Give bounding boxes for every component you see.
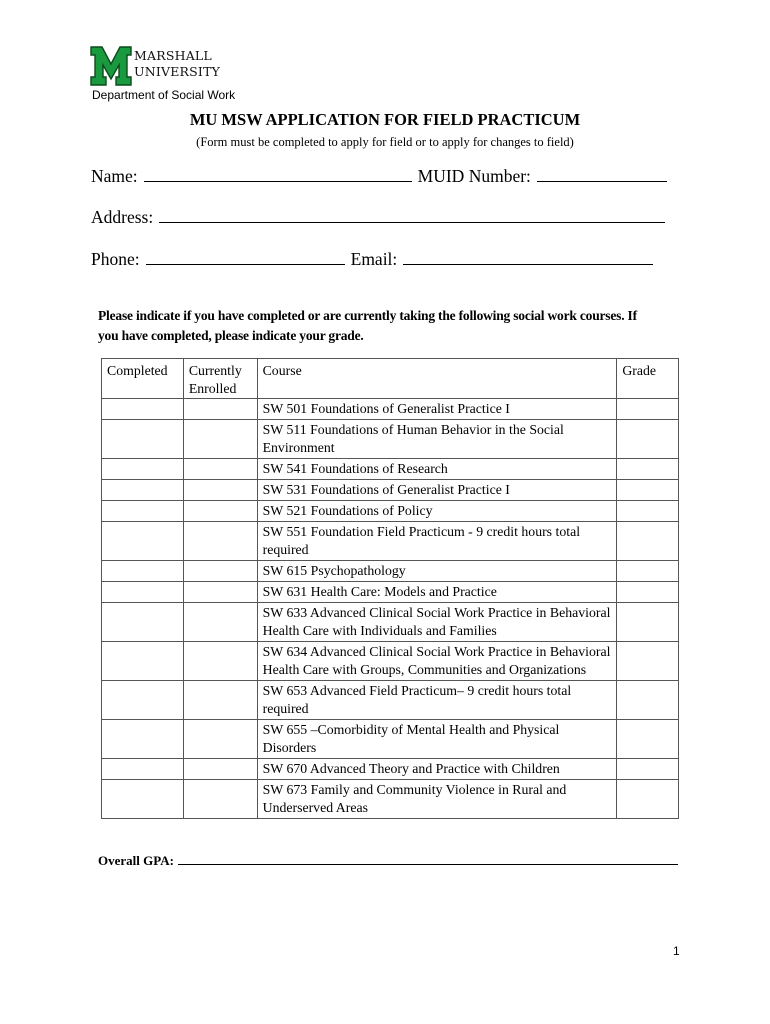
grade-cell[interactable] xyxy=(617,642,679,681)
course-name: SW 653 Advanced Field Practicum– 9 credit hours total required xyxy=(257,681,617,720)
completed-cell[interactable] xyxy=(102,759,184,780)
phone-label: Phone: xyxy=(91,249,140,269)
muid-field[interactable] xyxy=(537,167,667,182)
table-row xyxy=(102,480,679,501)
currently-enrolled-cell[interactable] xyxy=(183,522,257,561)
course-name: SW 631 Health Care: Models and Practice xyxy=(257,582,617,603)
email-field[interactable] xyxy=(403,250,653,265)
completed-cell[interactable] xyxy=(102,480,184,501)
table-row xyxy=(102,399,679,420)
page-title: MU MSW APPLICATION FOR FIELD PRACTICUM xyxy=(189,110,581,129)
currently-enrolled-cell[interactable] xyxy=(183,480,257,501)
table-row xyxy=(102,459,679,480)
table-row xyxy=(102,681,679,720)
logo-text-marshall: MARSHALL xyxy=(134,48,212,63)
courses-table xyxy=(101,358,679,819)
course-name: SW 501 Foundations of Generalist Practice I xyxy=(257,399,617,420)
address-row xyxy=(91,207,671,228)
table-row xyxy=(102,561,679,582)
grade-cell[interactable] xyxy=(617,582,679,603)
phone-field[interactable] xyxy=(146,250,345,265)
grade-cell[interactable] xyxy=(617,759,679,780)
grade-cell[interactable] xyxy=(617,603,679,642)
completed-cell[interactable] xyxy=(102,501,184,522)
currently-enrolled-cell[interactable] xyxy=(183,681,257,720)
grade-cell[interactable] xyxy=(617,501,679,522)
grade-cell[interactable] xyxy=(617,522,679,561)
currently-enrolled-cell[interactable] xyxy=(183,420,257,459)
header-course: Course xyxy=(257,359,617,399)
name-field[interactable] xyxy=(144,167,412,182)
name-muid-row xyxy=(91,166,673,187)
logo-text-university: UNIVERSITY xyxy=(134,64,221,79)
course-name: SW 670 Advanced Theory and Practice with Children xyxy=(257,759,617,780)
currently-enrolled-cell[interactable] xyxy=(183,720,257,759)
table-row xyxy=(102,501,679,522)
grade-cell[interactable] xyxy=(617,480,679,501)
currently-enrolled-cell[interactable] xyxy=(183,642,257,681)
table-row xyxy=(102,603,679,642)
muid-label: MUID Number: xyxy=(417,166,531,186)
page-subtitle: (Form must be completed to apply for field or to apply for changes to field) xyxy=(196,135,574,149)
instructions-text: Please indicate if you have completed or are currently taking the following social work courses. If you have completed, please indicate your grade. xyxy=(98,308,637,343)
completed-cell[interactable] xyxy=(102,720,184,759)
completed-cell[interactable] xyxy=(102,420,184,459)
grade-cell[interactable] xyxy=(617,561,679,582)
table-row xyxy=(102,522,679,561)
course-name: SW 541 Foundations of Research xyxy=(257,459,617,480)
gpa-row xyxy=(98,850,678,869)
courses-table-body xyxy=(102,399,679,819)
table-row xyxy=(102,582,679,603)
currently-enrolled-cell[interactable] xyxy=(183,399,257,420)
grade-cell[interactable] xyxy=(617,780,679,819)
grade-cell[interactable] xyxy=(617,459,679,480)
marshall-logo xyxy=(90,46,230,88)
completed-cell[interactable] xyxy=(102,642,184,681)
m-logo-icon xyxy=(90,46,132,86)
table-row xyxy=(102,780,679,819)
gpa-field[interactable] xyxy=(178,850,678,865)
currently-enrolled-cell[interactable] xyxy=(183,561,257,582)
header-completed: Completed xyxy=(102,359,184,399)
grade-cell[interactable] xyxy=(617,420,679,459)
table-row xyxy=(102,420,679,459)
completed-cell[interactable] xyxy=(102,681,184,720)
department-name: Department of Social Work xyxy=(92,88,236,102)
currently-enrolled-cell[interactable] xyxy=(183,501,257,522)
table-header-row xyxy=(102,359,679,399)
table-row xyxy=(102,720,679,759)
course-name: SW 521 Foundations of Policy xyxy=(257,501,617,522)
table-row xyxy=(102,642,679,681)
completed-cell[interactable] xyxy=(102,522,184,561)
completed-cell[interactable] xyxy=(102,399,184,420)
currently-enrolled-cell[interactable] xyxy=(183,780,257,819)
address-field[interactable] xyxy=(159,208,665,223)
course-name: SW 615 Psychopathology xyxy=(257,561,617,582)
currently-enrolled-cell[interactable] xyxy=(183,603,257,642)
currently-enrolled-cell[interactable] xyxy=(183,759,257,780)
address-label: Address: xyxy=(91,207,154,227)
course-name: SW 655 –Comorbidity of Mental Health and Physical Disorders xyxy=(257,720,617,759)
page-number: 1 xyxy=(673,944,680,958)
name-label: Name: xyxy=(91,166,138,186)
course-name: SW 511 Foundations of Human Behavior in the Social Environment xyxy=(257,420,617,459)
completed-cell[interactable] xyxy=(102,603,184,642)
completed-cell[interactable] xyxy=(102,582,184,603)
currently-enrolled-cell[interactable] xyxy=(183,582,257,603)
grade-cell[interactable] xyxy=(617,720,679,759)
course-name: SW 634 Advanced Clinical Social Work Practice in Behavioral Health Care with Groups, Communities and Organizations xyxy=(257,642,617,681)
course-name: SW 551 Foundation Field Practicum - 9 credit hours total required xyxy=(257,522,617,561)
table-row xyxy=(102,759,679,780)
completed-cell[interactable] xyxy=(102,780,184,819)
currently-enrolled-cell[interactable] xyxy=(183,459,257,480)
completed-cell[interactable] xyxy=(102,459,184,480)
course-name: SW 633 Advanced Clinical Social Work Practice in Behavioral Health Care with Individuals and Families xyxy=(257,603,617,642)
gpa-label: Overall GPA: xyxy=(98,853,174,868)
header-currently-enrolled: Currently Enrolled xyxy=(183,359,257,399)
completed-cell[interactable] xyxy=(102,561,184,582)
header-grade: Grade xyxy=(617,359,679,399)
course-name: SW 531 Foundations of Generalist Practice I xyxy=(257,480,617,501)
course-name: SW 673 Family and Community Violence in Rural and Underserved Areas xyxy=(257,780,617,819)
email-label: Email: xyxy=(350,249,398,269)
grade-cell[interactable] xyxy=(617,399,679,420)
phone-email-row xyxy=(91,249,659,270)
grade-cell[interactable] xyxy=(617,681,679,720)
